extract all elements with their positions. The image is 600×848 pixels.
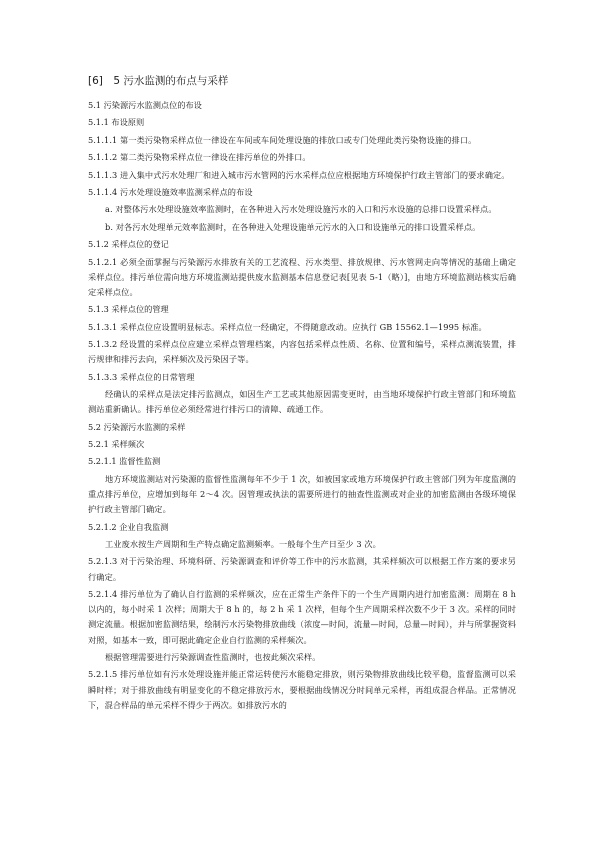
- paragraph: a. 对整体污水处理设施效率监测时，在各种进入污水处理设施污水的入口和污水设施的总排口设置采样点。: [105, 204, 497, 215]
- section-heading: [6] 5 污水监测的布点与采样: [88, 75, 229, 87]
- paragraph: 5.1.3.1 采样点位应设置明显标志。采样点位一经确定，不得随意改动。应执行 GB 15562.1—1995 标准。: [88, 321, 487, 332]
- paragraph: 5.1.1.3 进入集中式污水处理厂和进入城市污水管网的污水采样点位应根据地方环境保护行政主管部门的要求确定。: [88, 169, 510, 180]
- section-title: 5.1.3 采样点位的管理: [88, 304, 169, 315]
- paragraph: 5.1.2.1 必须全面掌握与污染源污水排放有关的工艺流程、污水类型、排放规律、污水管网走向等情况的基础上确定采样点位。排污单位需向地方环境监测站提供废水监测基本信息登记表[见表 5-1（略）]，由地方环境监测站核实后确定采样点位。: [88, 256, 516, 297]
- section-title: 5.1.2 采样点位的登记: [88, 239, 169, 250]
- document-body: [88, 98, 516, 713]
- paragraph: b. 对各污水处理单元效率监测时，在各种进入处理设施单元污水的入口和设施单元的排口设置采样点。: [105, 221, 481, 232]
- section-title: 5.2.1.2 企业自我监测: [88, 521, 169, 532]
- section-title: 5.1 污染源污水监测点位的布设: [88, 100, 202, 110]
- paragraph: 5.1.1.4 污水处理设施效率监测采样点的布设: [88, 186, 253, 197]
- section-title: 5.1.1 布设原则: [88, 117, 145, 128]
- paragraph: 5.2.1.4 排污单位为了确认自行监测的采样频次，应在正常生产条件下的一个生产周期内进行加密监测：周期在 8 h 以内的，每小时采 1 次样；周期大于 8 h 的，每 2 h 采 1 次样，但每个生产周期采样次数不少于 3 次。采样的同时测定流量。根据加密监测结果，绘制污水污染物排放曲线（浓度—时间，流量—时间，总量—时间），并与所掌握资料对照，如基本一致，即可据此确定企业自行监测的采样频次。: [88, 589, 516, 645]
- paragraph: 工业废水按生产周期和生产特点确定监测频率。一般每个生产日至少 3 次。: [105, 539, 381, 550]
- section-title: 5.2.1.1 监督性监测: [88, 456, 161, 467]
- paragraph: 5.2.1.3 对于污染治理、环境科研、污染源调查和评价等工作中的污水监测，其采样频次可以根据工作方案的要求另行确定。: [88, 556, 516, 582]
- paragraph: 5.1.1.1 第一类污染物采样点位一律设在车间或车间处理设施的排放口或专门处理此类污染物设施的排口。: [88, 134, 477, 145]
- section-title: 5.2 污染源污水监测的采样: [88, 421, 186, 432]
- paragraph: 5.1.3.2 经设置的采样点位应建立采样点管理档案，内容包括采样点性质、名称、位置和编号，采样点测流装置，排污规律和排污去向，采样频次及污染因子等。: [88, 339, 516, 365]
- document-page: [88, 74, 516, 715]
- paragraph: 根据管理需要进行污染源调查性监测时，也按此频次采样。: [105, 652, 321, 663]
- section-title: 5.2.1 采样频次: [88, 439, 145, 450]
- paragraph: 5.2.1.5 排污单位如有污水处理设施并能正常运转使污水能稳定排放，则污染物排放曲线比较平稳，监督监测可以采瞬时样；对于排放曲线有明显变化的不稳定排放污水，要根据曲线情况分时间单元采样，再组成混合样品。正常情况下，混合样品的单元采样不得少于两次。如排放污水的: [88, 669, 516, 710]
- paragraph: 5.1.3.3 采样点位的日常管理: [88, 371, 195, 382]
- paragraph: 经确认的采样点是法定排污监测点，如因生产工艺或其他原因需变更时，由当地环境保护行政主管部门和环境监测站重新确认。排污单位必须经常进行排污口的清障、疏通工作。: [88, 389, 516, 415]
- paragraph: 地方环境监测站对污染源的监督性监测每年不少于 1 次，如被国家或地方环境保护行政主管部门列为年度监测的重点排污单位，应增加到每年 2～4 次。因管理或执法的需要所进行的抽查性监测或对企业的加密监测由各级环境保护行政主管部门确定。: [88, 473, 516, 515]
- paragraph: 5.1.1.2 第二类污染物采样点位一律设在排污单位的外排口。: [88, 152, 311, 163]
